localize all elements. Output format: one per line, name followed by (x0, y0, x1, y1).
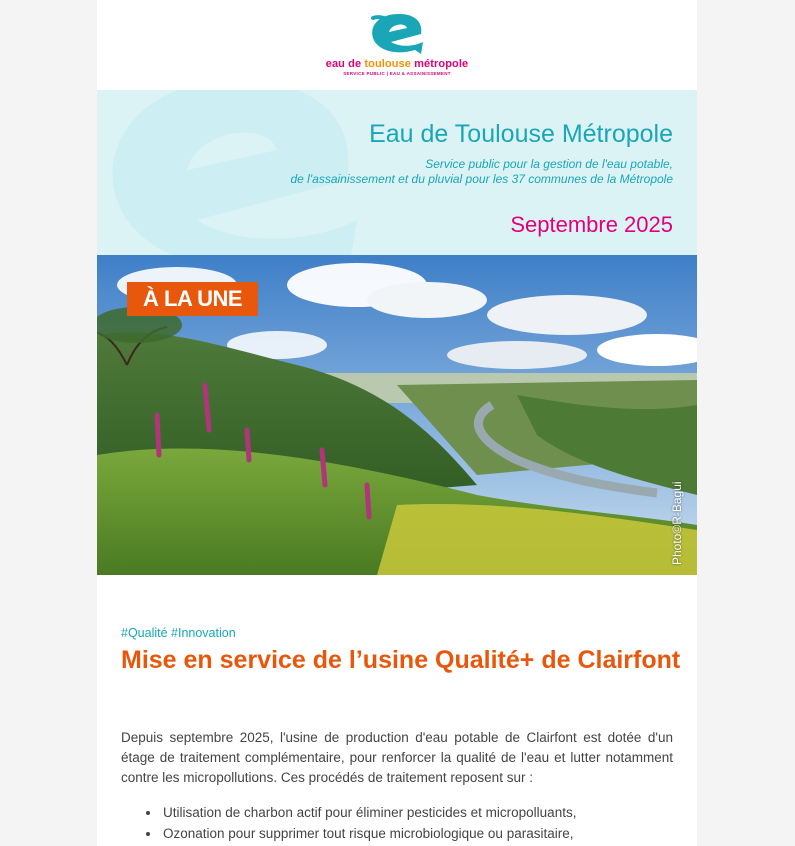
logo-wordmark: eau de toulouse métropole (325, 58, 469, 70)
photo-credit: Photo©R-Bagui (670, 481, 684, 565)
article-intro: Depuis septembre 2025, l'usine de production d'eau potable de Clairfont est dotée d'un étage de traitement complémentaire, pour renforcer la qualité de l'eau et lutter notamment contre les micropollutions. Ces procédés de traitement reposent sur : (121, 730, 673, 785)
article-bullets (121, 802, 697, 844)
edition-date: Septembre 2025 (510, 212, 673, 237)
article-title[interactable]: Mise en service de l’usine Qualité+ de Clairfont (121, 646, 681, 674)
logo-tagline: SERVICE PUBLIC | EAU & ASSAINISSEMENT (343, 71, 451, 76)
header-band (97, 90, 697, 255)
list-item: • Utilisation de charbon actif pour éliminer pesticides et micropolluants, (161, 802, 697, 823)
logo-e-icon (365, 12, 429, 58)
hero-image[interactable] (97, 255, 697, 575)
featured-badge: À LA UNE (127, 282, 258, 316)
article-tags[interactable]: #Qualité #Innovation (121, 626, 236, 640)
list-item: • Ozonation pour supprimer tout risque microbiologique ou parasitaire, (161, 823, 697, 844)
logo[interactable] (97, 0, 697, 90)
org-name: Eau de Toulouse Métropole (369, 120, 673, 148)
org-subtitle: Service public pour la gestion de l'eau potable, de l'assainissement et du pluvial pour les 37 communes de la Métropole (290, 157, 673, 186)
newsletter (97, 0, 697, 846)
